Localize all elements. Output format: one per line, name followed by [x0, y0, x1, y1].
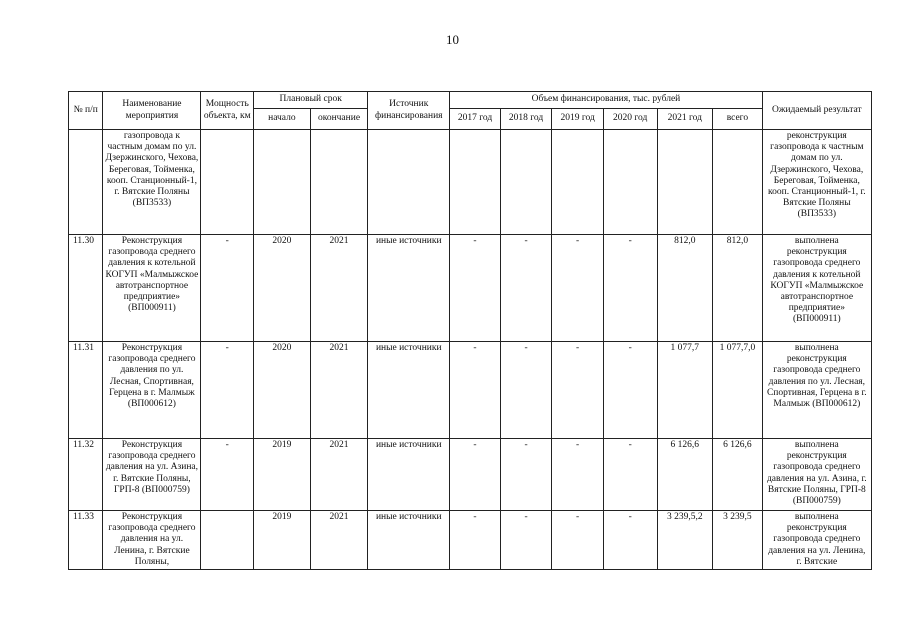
cell-2017: - — [450, 439, 501, 511]
header-start: начало — [254, 109, 311, 130]
cell-source: иные источники — [368, 235, 450, 342]
cell-start: 2019 — [254, 439, 311, 511]
cell-2021: 812,0 — [657, 235, 713, 342]
cell-result: выполнена реконструкция газопровода среднего давления на ул. Азина, г. Вятские Поляны, ГРП-8 (ВП000759) — [762, 439, 871, 511]
cell-2019: - — [552, 511, 604, 570]
table-row — [69, 130, 872, 235]
table-row — [69, 235, 872, 342]
cell-result: реконструкция газопровода к частным домам по ул. Дзержинского, Чехова, Береговая, Тойменка, кооп. Станционный-1, г. Вятские Поляны (ВП3533) — [762, 130, 871, 235]
header-capacity: Мощность объекта, км — [201, 92, 254, 130]
page-number: 10 — [446, 32, 459, 47]
header-name: Наименование мероприятия — [103, 92, 201, 130]
cell-result: выполнена реконструкция газопровода среднего давления по ул. Лесная, Спортивная, Герцена в г. Малмыж (ВП000612) — [762, 342, 871, 439]
cell-result: выполнена реконструкция газопровода среднего давления на ул. Ленина, г. Вятские — [762, 511, 871, 570]
cell-end: 2021 — [310, 342, 368, 439]
cell-name: Реконструкция газопровода среднего давления по ул. Лесная, Спортивная, Герцена в г. Малмыж (ВП000612) — [103, 342, 201, 439]
header-2021: 2021 год — [657, 109, 713, 130]
cell-capacity — [201, 130, 254, 235]
header-2020: 2020 год — [603, 109, 657, 130]
cell-2018: - — [500, 439, 552, 511]
cell-2018: - — [500, 511, 552, 570]
cell-2021 — [657, 130, 713, 235]
cell-2020: - — [603, 439, 657, 511]
cell-start: 2020 — [254, 235, 311, 342]
header-2017: 2017 год — [450, 109, 501, 130]
cell-2019: - — [552, 439, 604, 511]
header-row-1 — [69, 92, 872, 109]
header-total: всего — [713, 109, 763, 130]
cell-2019: - — [552, 235, 604, 342]
cell-num: 11.32 — [69, 439, 103, 511]
cell-end: 2021 — [310, 439, 368, 511]
cell-name: Реконструкция газопровода среднего давления на ул. Азина, г. Вятские Поляны, ГРП-8 (ВП000759) — [103, 439, 201, 511]
cell-2017: - — [450, 342, 501, 439]
cell-capacity: - — [201, 439, 254, 511]
header-end: окончание — [310, 109, 368, 130]
cell-2021: 3 239,5,2 — [657, 511, 713, 570]
cell-capacity — [201, 511, 254, 570]
cell-capacity: - — [201, 235, 254, 342]
cell-num — [69, 130, 103, 235]
cell-2018: - — [500, 235, 552, 342]
cell-name: Реконструкция газопровода среднего давления на ул. Ленина, г. Вятские Поляны, — [103, 511, 201, 570]
cell-capacity: - — [201, 342, 254, 439]
cell-name: Реконструкция газопровода среднего давления к котельной КОГУП «Малмыжское автотранспортное предприятие» (ВП000911) — [103, 235, 201, 342]
cell-2020 — [603, 130, 657, 235]
cell-total: 812,0 — [713, 235, 763, 342]
cell-num: 11.30 — [69, 235, 103, 342]
header-2018: 2018 год — [500, 109, 552, 130]
financing-table — [68, 91, 872, 570]
table-row — [69, 511, 872, 570]
cell-source: иные источники — [368, 439, 450, 511]
cell-2018 — [500, 130, 552, 235]
cell-total — [713, 130, 763, 235]
header-planned-term: Плановый срок — [254, 92, 368, 109]
cell-result: выполнена реконструкция газопровода среднего давления к котельной КОГУП «Малмыжское автотранспортное предприятие» (ВП000911) — [762, 235, 871, 342]
cell-end: 2021 — [310, 511, 368, 570]
cell-2020: - — [603, 342, 657, 439]
cell-num: 11.33 — [69, 511, 103, 570]
cell-2021: 1 077,7 — [657, 342, 713, 439]
cell-end: 2021 — [310, 235, 368, 342]
header-source: Источник финансирования — [368, 92, 450, 130]
cell-total: 6 126,6 — [713, 439, 763, 511]
cell-2021: 6 126,6 — [657, 439, 713, 511]
table-row — [69, 342, 872, 439]
header-2019: 2019 год — [552, 109, 604, 130]
header-funding: Объем финансирования, тыс. рублей — [450, 92, 762, 109]
header-result: Ожидаемый результат — [762, 92, 871, 130]
cell-2017 — [450, 130, 501, 235]
cell-start: 2020 — [254, 342, 311, 439]
cell-end — [310, 130, 368, 235]
cell-2017: - — [450, 235, 501, 342]
cell-total: 3 239,5 — [713, 511, 763, 570]
table-row — [69, 439, 872, 511]
cell-2017: - — [450, 511, 501, 570]
cell-start: 2019 — [254, 511, 311, 570]
header-num: № п/п — [69, 92, 103, 130]
cell-source: иные источники — [368, 511, 450, 570]
cell-total: 1 077,7,0 — [713, 342, 763, 439]
cell-start — [254, 130, 311, 235]
cell-source: иные источники — [368, 342, 450, 439]
cell-name: газопровода к частным домам по ул. Дзержинского, Чехова, Береговая, Тойменка, кооп. Станционный-1, г. Вятские Поляны (ВП3533) — [103, 130, 201, 235]
cell-2020: - — [603, 235, 657, 342]
cell-num: 11.31 — [69, 342, 103, 439]
cell-2018: - — [500, 342, 552, 439]
cell-2019: - — [552, 342, 604, 439]
cell-2020: - — [603, 511, 657, 570]
cell-2019 — [552, 130, 604, 235]
cell-source — [368, 130, 450, 235]
